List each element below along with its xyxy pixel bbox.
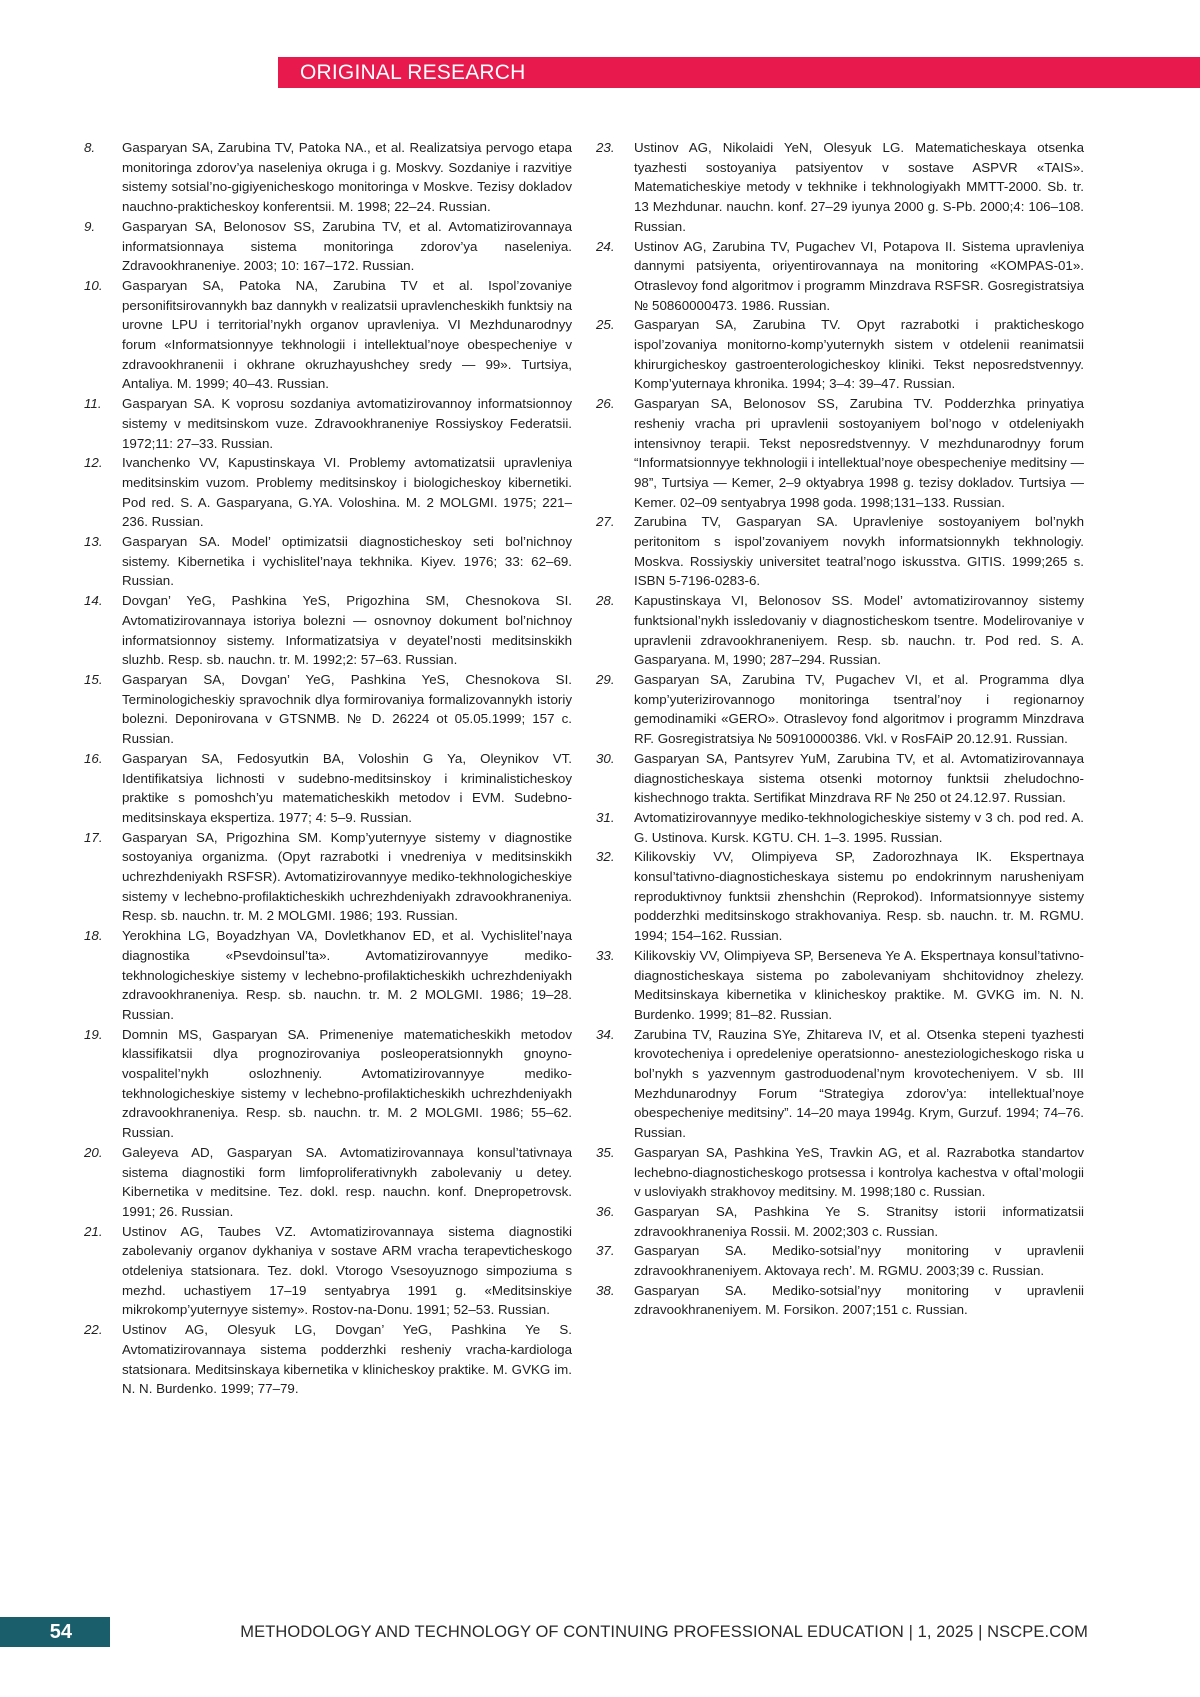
reference-number: 17. <box>84 829 103 845</box>
reference-item <box>596 749 1084 808</box>
reference-number: 16. <box>84 750 103 766</box>
reference-number: 11. <box>84 396 102 412</box>
reference-item <box>596 670 1084 749</box>
reference-number: 27. <box>596 514 615 530</box>
reference-text: Gasparyan SA, Fedosyutkin BA, Voloshin G Ya, Oleynikov VT. Identifikatsiya lichnosti v sudebno-meditsinskoy i kriminalisticheskoy praktike s pomoshch’yu matematicheskikh metodov i EVM. Sudebno-meditsinskaya ekspertiza. 1977; 4: 5–9. Russian. <box>122 750 572 825</box>
page-footer <box>0 1617 1200 1647</box>
reference-number: 24. <box>596 238 615 254</box>
reference-number: 14. <box>84 593 103 609</box>
reference-item <box>84 591 572 670</box>
reference-text: Ivanchenko VV, Kapustinskaya VI. Problemy avtomatizatsii upravleniya meditsinskim vuzom. Problemy meditsinskoy i biologicheskoy kibernetiki. Pod red. S. A. Gasparyana, G.YA. Voloshina. M. 2 MOLGMI. 1975; 221–236. Russian. <box>122 455 572 530</box>
reference-number: 30. <box>596 750 615 766</box>
reference-text: Kilikovskiy VV, Olimpiyeva SP, Berseneva Ye A. Ekspertnaya konsul’tativno-diagnosticheskaya sistema po zabolevaniyam shchitovidnoy zhelezy. Meditsinskaya kibernetika v klinicheskoy praktike. M. GVKG im. N. N. Burdenko. 1999; 81–82. Russian. <box>634 947 1084 1022</box>
reference-item <box>84 1320 572 1399</box>
reference-number: 28. <box>596 593 615 609</box>
reference-number: 10. <box>84 277 103 293</box>
reference-item <box>596 1025 1084 1143</box>
reference-number: 36. <box>596 1203 615 1219</box>
reference-text: Gasparyan SA, Belonosov SS, Zarubina TV, et al. Avtomatizirovannaya informatsionnaya sistema monitoringa zdorov’ya naseleniya. Zdravookhraneniye. 2003; 10: 167–172. Russian. <box>122 218 572 274</box>
reference-number: 15. <box>84 671 103 687</box>
reference-number: 23. <box>596 140 615 155</box>
reference-number: 20. <box>84 1144 103 1160</box>
reference-number: 35. <box>596 1144 615 1160</box>
reference-item <box>84 670 572 749</box>
reference-item <box>84 1143 572 1222</box>
reference-text: Kapustinskaya VI, Belonosov SS. Model’ avtomatizirovannoy sistemy funktsional’nykh issledovaniy v diagnosticheskom tsentre. Modelirovaniye v upravlenii zdravookhraneniyem. Resp. sb. nauchn. tr. Pod red. S. A. Gasparyana. M, 1990; 287–294. Russian. <box>634 593 1084 668</box>
reference-text: Gasparyan SA, Dovgan’ YeG, Pashkina YeS, Chesnokova SI. Terminologicheskiy spravochnik dlya formirovaniya formalizovannykh istoriy bolezni. Deponirovana v GTSNMB. № D. 26224 ot 05.05.1999; 157 c. Russian. <box>122 671 572 747</box>
reference-number: 31. <box>596 809 615 825</box>
reference-item <box>84 749 572 828</box>
reference-text: Gasparyan SA, Zarubina TV. Opyt razrabotki i prakticheskogo ispol’zovaniya monitorno-komp’yuternykh sistem v otdelenii reanimatsii khirurgicheskoy gastroenterologicheskoy kliniki. Tekst neposredstvennyy. Komp’yuternaya khronika. 1994; 3–4: 39–47. Russian. <box>634 317 1084 392</box>
reference-number: 9. <box>84 218 96 234</box>
reference-text: Gasparyan SA, Zarubina TV, Pugachev VI, et al. Programma dlya komp’yuterizirovannogo monitoringa tsentral’noy i regionarnoy gemodinamiki «GERO». Otraslevoy fond algoritmov i programm Minzdrava RF. Gosregistratsiya № 50910000386. Vkl. v RosFAiP 20.12.91. Russian. <box>634 671 1084 747</box>
reference-number: 22. <box>84 1322 103 1338</box>
reference-item <box>84 276 572 394</box>
reference-text: Zarubina TV, Rauzina SYe, Zhitareva IV, et al. Otsenka stepeni tyazhesti krovotecheniya i opredeleniye operatsionno- anesteziologicheskogo riska u bol’nykh s yazvennym gastroduodenal’nym krovotecheniyem. V sb. III Mezhdunarodnyy Forum “Strategiya zdorov’ya: intellektual’noye obespecheniye meditsiny”. 14–20 maya 1994g. Krym, Gurzuf. 1994; 74–76. Russian. <box>634 1026 1084 1141</box>
reference-text: Domnin MS, Gasparyan SA. Primeneniye matematicheskikh metodov klassifikatsii dlya prognozirovaniya posleoperatsionnykh gnoyno-vospalitel’nykh oslozhneniy. Avtomatizirovannyye mediko-tekhnologicheskiye sistemy v lechebno-profilakticheskikh uchrezhdeniyakh zdravookhraneniya. Resp. sb. nauchn. tr. M. 2 MOLGMI. 1986; 55–62. Russian. <box>122 1026 572 1141</box>
reference-item <box>596 512 1084 591</box>
reference-text: Gasparyan SA, Pantsyrev YuM, Zarubina TV, et al. Avtomatizirovannaya diagnosticheskaya sistema otsenki motornoy funktsii zheludochno-kishechnogo trakta. Sertifikat Minzdrava RF № 250 ot 24.12.97. Russian. <box>634 750 1084 806</box>
reference-item <box>596 847 1084 946</box>
reference-number: 29. <box>596 671 615 687</box>
reference-item <box>596 591 1084 670</box>
reference-number: 8. <box>84 140 96 155</box>
reference-text: Zarubina TV, Gasparyan SA. Upravleniye sostoyaniyem bol’nykh peritonitom s ispol’zovaniyem novykh informatsionnykh tekhnologiy. Moskva. Rossiyskiy universitet teatral’nogo iskusstva. GITIS. 1999;265 s. ISBN 5-7196-0283-6. <box>634 514 1084 589</box>
reference-text: Gasparyan SA, Pashkina YeS, Travkin AG, et al. Razrabotka standartov lechebno-diagnosticheskogo protsessa i kontrolya kachestva v oftal’mologii v usloviyakh strakhovoy meditsiny. M. 1998;180 c. Russian. <box>634 1144 1084 1200</box>
reference-item <box>84 1025 572 1143</box>
reference-item <box>596 1143 1084 1202</box>
reference-text: Dovgan’ YeG, Pashkina YeS, Prigozhina SM, Chesnokova SI. Avtomatizirovannaya istoriya bolezni — osnovnoy dokument bol’nichnoy informatsionnoy sistemy. Informatizatsiya v deyatel’nosti meditsinskikh sluzhb. Resp. sb. nauchn. tr. M. 1992;2: 57–63. Russian. <box>122 593 572 668</box>
reference-item <box>596 808 1084 847</box>
reference-item <box>596 1202 1084 1241</box>
reference-number: 37. <box>596 1243 615 1259</box>
reference-item <box>596 315 1084 394</box>
reference-number: 34. <box>596 1026 615 1042</box>
journal-title: METHODOLOGY AND TECHNOLOGY OF CONTINUING PROFESSIONAL EDUCATION | 1, 2025 | NSCPE.COM <box>240 1623 1088 1641</box>
reference-item <box>596 394 1084 512</box>
reference-text: Kilikovskiy VV, Olimpiyeva SP, Zadorozhnaya IK. Ekspertnaya konsul’tativno-diagnosticheskaya sistemu po endokrinnym narusheniyam reproduktivnoy funktsii zhenshchin (Reprokod). Informatsionnyye sistemy podderzhki meditsinskogo strakhovaniya. Resp. sb. nauchn. tr. M. RGMU. 1994; 154–162. Russian. <box>634 849 1084 944</box>
reference-number: 21. <box>84 1223 103 1239</box>
reference-item <box>596 1241 1084 1280</box>
reference-text: Ustinov AG, Nikolaidi YeN, Olesyuk LG. Matematicheskaya otsenka tyazhesti sostoyaniya patsiyentov v sostave ASPVR «TAIS». Matematicheskiye metody v tekhnike i tekhnologiyakh MMTT-2000. Sb. tr. 13 Mezhdunar. nauchn. konf. 27–29 iyunya 2000 g. S-Pb. 2000;4: 106–108. Russian. <box>634 140 1084 234</box>
reference-text: Gasparyan SA, Prigozhina SM. Komp’yuternyye sistemy v diagnostike sostoyaniya organizma. (Opyt razrabotki i vnedreniya v meditsinskikh uchrezhdeniyakh RSFSR). Avtomatizirovannyye mediko-tekhnologicheskiye sistemy v lechebno-profilakticheskikh uchrezhdeniyakh zdravookhraneniya. Resp. sb. nauchn. tr. M. 2 MOLGMI. 1986; 193. Russian. <box>122 829 572 924</box>
reference-text: Gasparyan SA, Patoka NA, Zarubina TV et al. Ispol’zovaniye personifitsirovannykh baz dannykh v realizatsii upravlencheskikh funktsiy na urovne LPU i territorial’nykh organov upravleniya. VI Mezhdunarodnyy forum «Informatsionnyye tekhnologii i intellektual’noye obespecheniye v zdravookhranenii i okhrane okruzhayushchey sredy — 99». Turtsiya, Antaliya. M. 1999; 40–43. Russian. <box>122 277 572 392</box>
reference-text: Gasparyan SA, Belonosov SS, Zarubina TV. Podderzhka prinyatiya resheniy vracha pri upravlenii sostoyaniyem bol’nogo v otdeleniyakh intensivnoy terapii. Tekst neposredstvennyy. V mezhdunarodnyy forum “Informatsionnyye tekhnologii i intellektual’noye obespecheniye meditsiny — 98”, Turtsiya — Kemer, 2–9 oktyabrya 1998 g. tezisy dokladov. Turtsiya — Kemer. 02–09 sentyabrya 1998 goda. 1998;131–133. Russian. <box>634 396 1084 510</box>
reference-text: Gasparyan SA, Zarubina TV, Patoka NA., et al. Realizatsiya pervogo etapa monitoringa zdorov’ya naseleniya okruga i g. Moskvy. Sozdaniye i razvitiye sistemy sotsial’no-gigiyenicheskogo monitoringa v Moskve. Tezisy dokladov nauchno-prakticheskoy konferentsii. M. 1998; 22–24. Russian. <box>122 140 572 215</box>
reference-item <box>84 532 572 591</box>
reference-text: Gasparyan SA, Pashkina Ye S. Stranitsy istorii informatizatsii zdravookhraneniya Rossii. M. 2002;303 c. Russian. <box>634 1203 1084 1239</box>
reference-item <box>596 1281 1084 1320</box>
reference-text: Gasparyan SA. K voprosu sozdaniya avtomatizirovannoy informatsionnoy sistemy v meditsinskom vuze. Zdravookhraneniye Rossiyskoy Federatsii. 1972;11: 27–33. Russian. <box>122 396 572 451</box>
reference-text: Ustinov AG, Taubes VZ. Avtomatizirovannaya sistema diagnostiki zabolevaniy organov dykhaniya v sostave ARM vracha terapevticheskogo otdeleniya statsionara. Tez. dokl. Vtorogo Vsesoyuznogo simpoziuma s mezhd. uchastiyem 17–19 sentyabrya 1991 g. «Meditsinskiye mikrokomp’yuternyye sistemy». Rostov-na-Donu. 1991; 52–53. Russian. <box>122 1223 572 1318</box>
reference-number: 33. <box>596 947 615 963</box>
reference-item <box>84 828 572 927</box>
reference-text: Gasparyan SA. Model’ optimizatsii diagnosticheskoy seti bol’nichnoy sistemy. Kibernetika i vychislitel’naya tekhnika. Kiyev. 1976; 33: 62–69. Russian. <box>122 534 572 589</box>
references-left-column <box>84 138 572 1399</box>
page-number: 54 <box>0 1617 110 1647</box>
reference-number: 32. <box>596 849 615 865</box>
reference-text: Ustinov AG, Zarubina TV, Pugachev VI, Potapova II. Sistema upravleniya dannymi patsiyenta, oriyentirovannaya na monitoring «KOMPAS-01». Otraslevoy fond algoritmov i programm Minzdrava RSFSR. Gosregistratsiya № 50860000473. 1986. Russian. <box>634 238 1084 313</box>
reference-text: Gasparyan SA. Mediko-sotsial’nyy monitoring v upravlenii zdravookhraneniyem. M. Forsikon. 2007;151 c. Russian. <box>634 1282 1084 1318</box>
reference-text: Yerokhina LG, Boyadzhyan VA, Dovletkhanov ED, et al. Vychislitel’naya diagnostika «Psevdoinsul’ta». Avtomatizirovannyye mediko-tekhnologicheskiye sistemy v lechebno-profilakticheskikh uchrezhdeniyakh zdravookhraneniya. Resp. sb. nauchn. tr. M. 2 MOLGMI. 1986; 19–28. Russian. <box>122 928 572 1022</box>
reference-item <box>84 926 572 1025</box>
reference-item <box>84 138 572 217</box>
reference-text: Gasparyan SA. Mediko-sotsial’nyy monitoring v upravlenii zdravookhraneniyem. Aktovaya rech’. M. RGMU. 2003;39 c. Russian. <box>634 1243 1084 1279</box>
reference-text: Ustinov AG, Olesyuk LG, Dovgan’ YeG, Pashkina Ye S. Avtomatizirovannaya sistema podderzhki resheniy vracha-kardiologa statsionara. Meditsinskaya kibernetika v klinicheskoy praktike. M. GVKG im. N. N. Burdenko. 1999; 77–79. <box>122 1322 572 1397</box>
reference-number: 25. <box>596 317 615 333</box>
reference-item <box>84 217 572 276</box>
reference-item <box>596 237 1084 316</box>
section-header: ORIGINAL RESEARCH <box>278 57 1200 88</box>
reference-item <box>84 453 572 532</box>
reference-number: 18. <box>84 928 103 944</box>
references-right-column <box>596 138 1084 1320</box>
reference-number: 26. <box>596 396 615 412</box>
reference-number: 13. <box>84 534 103 550</box>
reference-item <box>84 1222 572 1321</box>
reference-text: Galeyeva AD, Gasparyan SA. Avtomatizirovannaya konsul’tativnaya sistema diagnostiki form limfoproliferativnykh zabolevaniy u detey. Kibernetika v meditsine. Tez. dokl. resp. nauchn. konf. Dnepropetrovsk. 1991; 26. Russian. <box>122 1144 572 1219</box>
reference-item <box>596 946 1084 1025</box>
reference-text: Avtomatizirovannyye mediko-tekhnologicheskiye sistemy v 3 ch. pod red. A. G. Ustinova. Kursk. KGTU. CH. 1–3. 1995. Russian. <box>634 809 1084 845</box>
reference-number: 12. <box>84 455 103 471</box>
reference-number: 38. <box>596 1282 615 1298</box>
reference-number: 19. <box>84 1026 103 1042</box>
reference-item <box>84 394 572 453</box>
reference-item <box>596 138 1084 237</box>
